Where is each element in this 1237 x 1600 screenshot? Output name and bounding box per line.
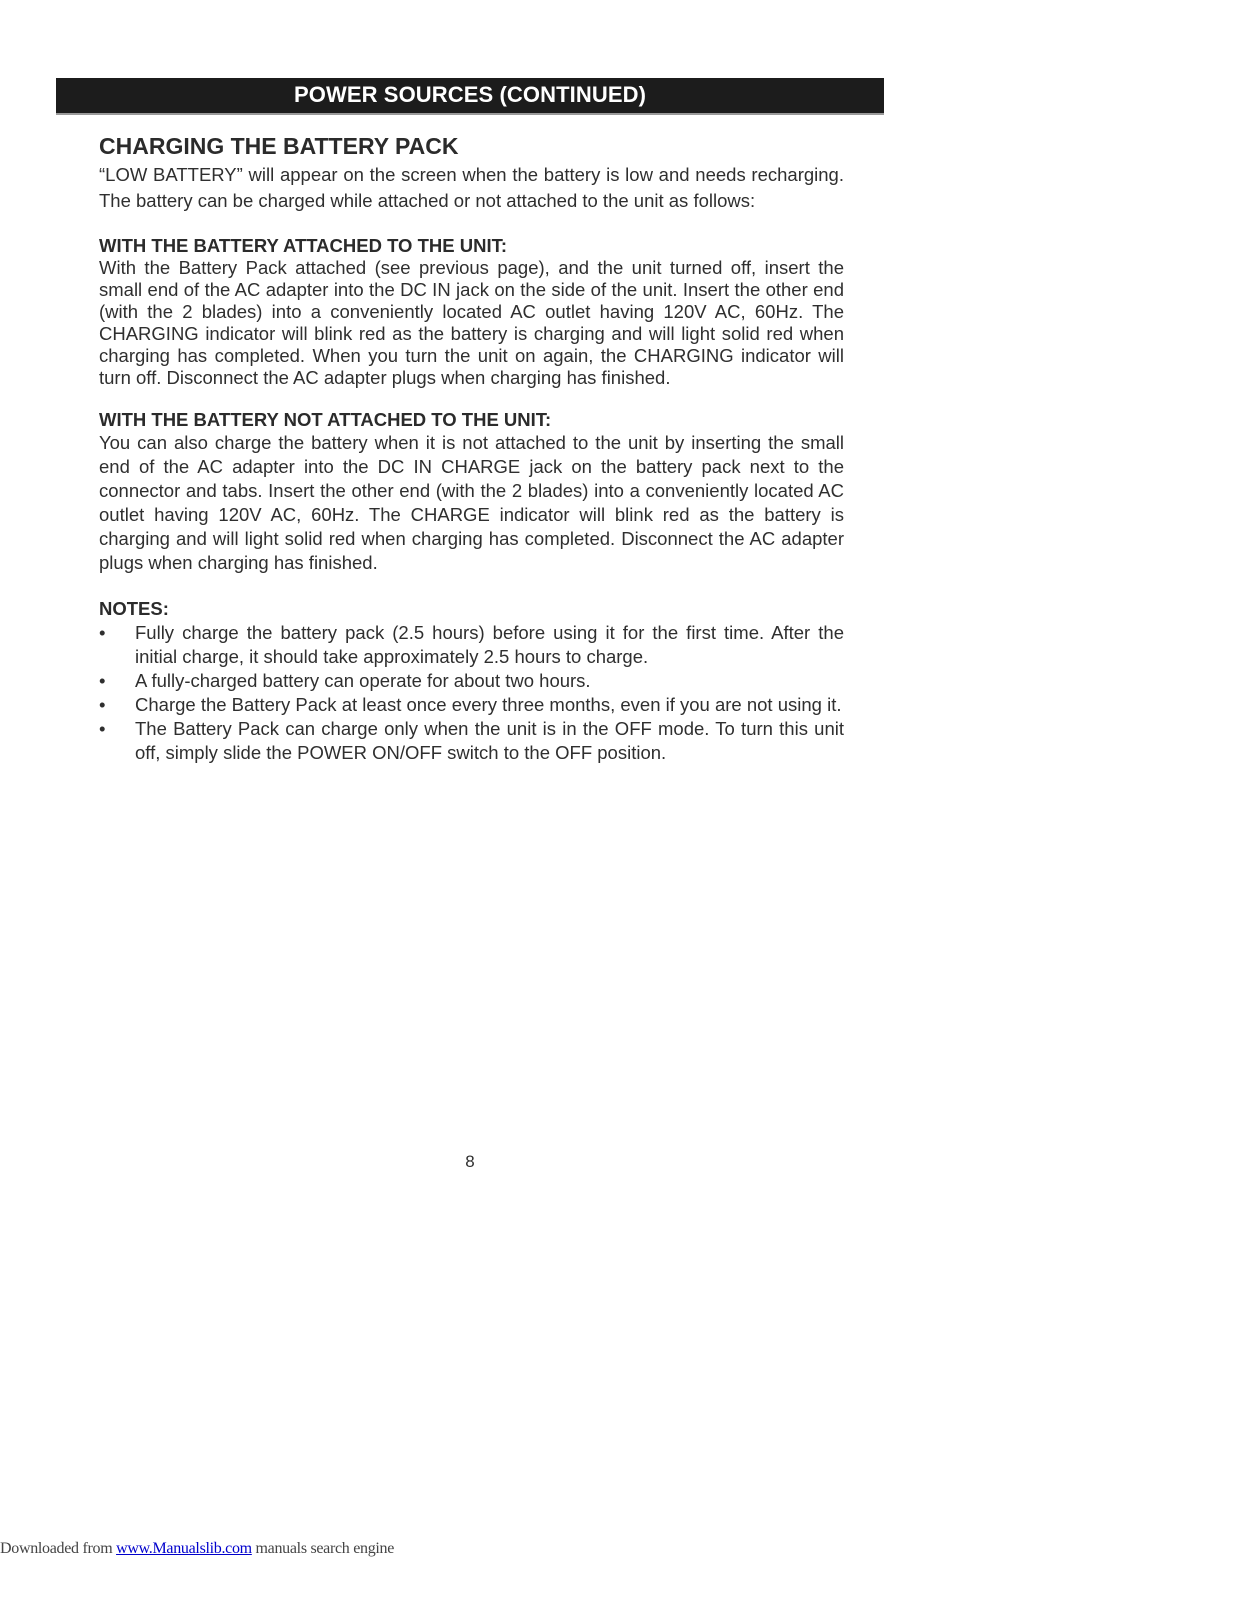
notes-list [99,621,844,765]
list-item [99,693,844,717]
footer-suffix: manuals search engine [251,1540,395,1557]
section-header-title: POWER SOURCES (CONTINUED) [293,82,647,107]
note-text: The Battery Pack can charge only when the unit is in the OFF mode. To turn this unit off, simply slide the POWER ON/OFF switch to the OFF position. [135,718,844,763]
not-attached-section-body: You can also charge the battery when it is not attached to the unit by inserting the small end of the AC adapter into the DC IN CHARGE jack on the battery pack next to the connector and tabs. Insert the other end (with the 2 blades) into a conveniently located AC outlet having 120V AC, 60Hz. The CHARGE indicator will blink red as the battery is charging and will light solid red when charging has completed. Disconnect the AC adapter plugs when charging has finished. [99,432,844,573]
bullet-glyph: • [99,622,106,643]
list-item [99,717,844,765]
download-footer [0,1540,394,1558]
section-header-bar [56,78,884,115]
attached-section-body: With the Battery Pack attached (see previous page), and the unit turned off, insert the small end of the AC adapter into the DC IN jack on the side of the unit. Insert the other end (with the 2 blades) into a conveniently located AC outlet having 120V AC, 60Hz. The CHARGING indicator will blink red as the battery is charging and will light solid red when charging has completed. When you turn the unit on again, the CHARGING indicator will turn off. Disconnect the AC adapter plugs when charging has finished. [99,257,844,388]
intro-paragraph: “LOW BATTERY” will appear on the screen when the battery is low and needs recharging. The battery can be charged while attached or not attached to the unit as follows: [99,164,844,211]
notes-heading: NOTES: [99,598,169,619]
note-text: Charge the Battery Pack at least once every three months, even if you are not using it. [135,694,842,715]
not-attached-section-heading: WITH THE BATTERY NOT ATTACHED TO THE UNIT: [99,409,552,430]
bullet-glyph: • [99,694,106,715]
manualslib-link[interactable]: www.Manualslib.com [116,1540,252,1557]
note-text: Fully charge the battery pack (2.5 hours) before using it for the first time. After the initial charge, it should take approximately 2.5 hours to charge. [135,622,844,667]
list-item [99,621,844,669]
bullet-glyph: • [99,718,106,739]
note-text: A fully-charged battery can operate for about two hours. [135,670,591,691]
page-content [99,130,844,765]
list-item [99,669,844,693]
page-number: 8 [465,1152,475,1171]
footer-prefix: Downloaded from [0,1540,117,1557]
page-title: CHARGING THE BATTERY PACK [99,133,459,159]
attached-section-heading: WITH THE BATTERY ATTACHED TO THE UNIT: [99,235,508,256]
bullet-glyph: • [99,670,106,691]
